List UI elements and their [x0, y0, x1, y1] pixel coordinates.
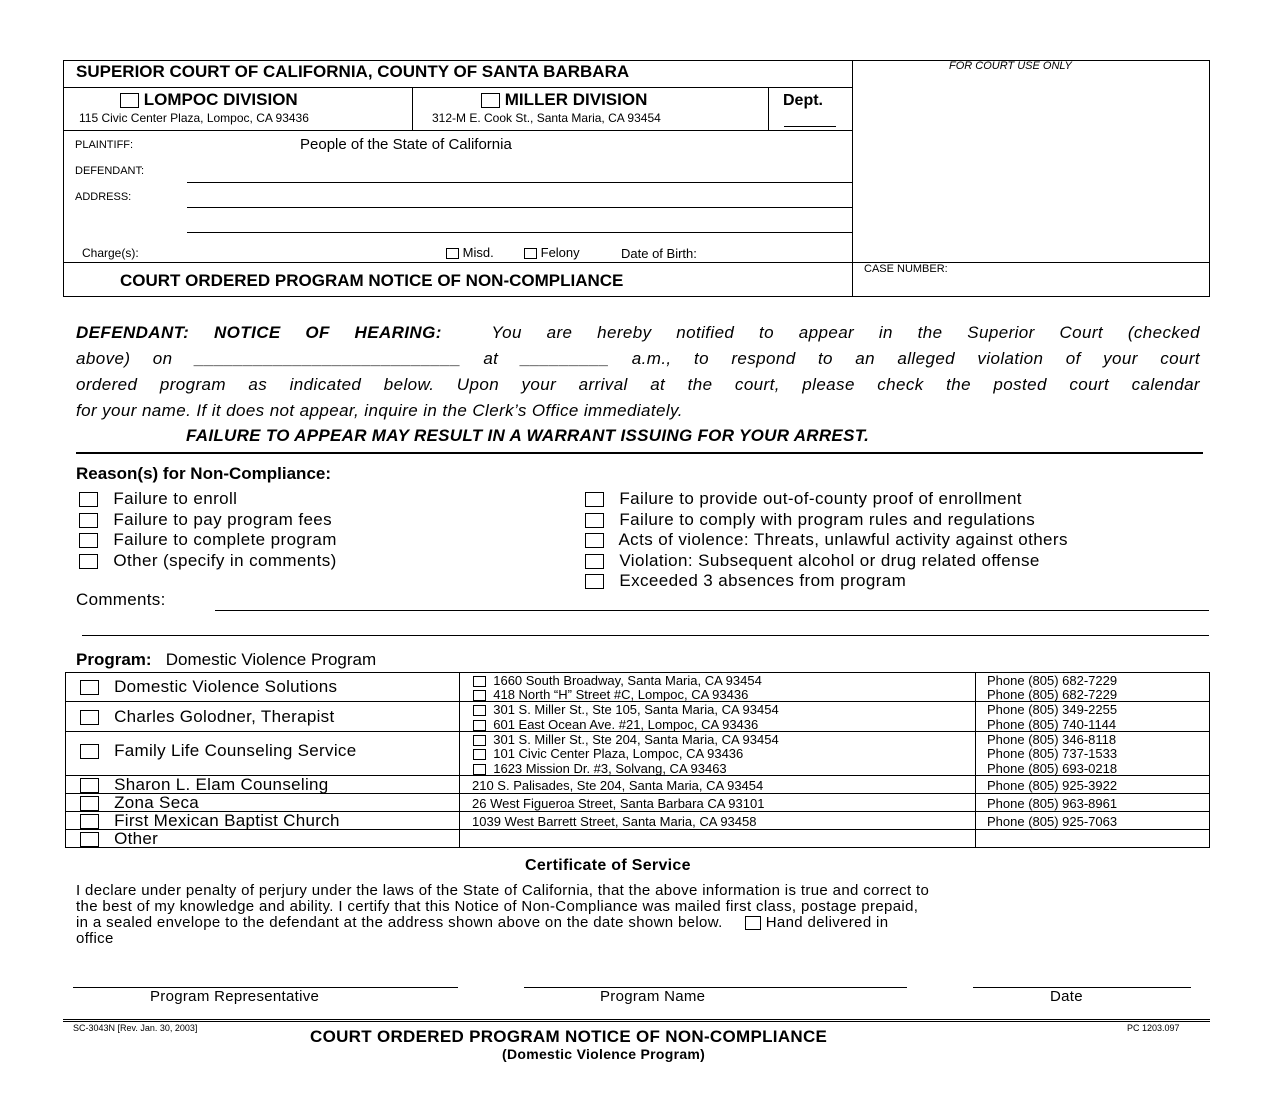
- provider-address[interactable]: [473, 717, 758, 732]
- defendant-field[interactable]: [187, 182, 852, 183]
- address-text: 1623 Mission Dr. #3, Solvang, CA 93463: [493, 761, 727, 776]
- certificate-line-4: office: [76, 930, 114, 947]
- provider-address[interactable]: [473, 761, 727, 776]
- felony-option[interactable]: [524, 245, 580, 260]
- provider-checkbox[interactable]: [80, 680, 99, 695]
- lompoc-address: 115 Civic Center Plaza, Lompoc, CA 93436: [79, 111, 309, 125]
- provider-phone: Phone (805) 693-0218: [987, 761, 1118, 776]
- address-text: 101 Civic Center Plaza, Lompoc, CA 93436: [493, 746, 744, 761]
- provider-name: Charles Golodner, Therapist: [114, 707, 335, 726]
- certificate-text: [76, 883, 1202, 947]
- title-divider: [63, 87, 853, 88]
- dept-label: Dept.: [783, 92, 823, 109]
- provider-domestic-violence-solutions[interactable]: [80, 677, 337, 697]
- provider-address: 1039 West Barrett Street, Santa Maria, CA 93458: [472, 814, 757, 829]
- provider-checkbox[interactable]: [80, 832, 99, 847]
- provider-phone: Phone (805) 682-7229: [987, 673, 1118, 688]
- address-checkbox[interactable]: [473, 676, 486, 687]
- court-use-label: FOR COURT USE ONLY: [949, 60, 1072, 72]
- program-value: Domestic Violence Program: [165, 650, 377, 669]
- provider-other[interactable]: [80, 829, 158, 849]
- dob-label: Date of Birth:: [621, 246, 697, 261]
- reason-label: Failure to comply with program rules and regulations: [619, 509, 1036, 529]
- notice-of-hearing: [76, 320, 1200, 424]
- program-representative-label: Program Representative: [150, 988, 320, 1005]
- miller-division[interactable]: [481, 90, 647, 110]
- provider-address[interactable]: [473, 746, 743, 761]
- program-name-label: Program Name: [600, 988, 706, 1005]
- address-checkbox[interactable]: [473, 705, 486, 716]
- footer-divider: [63, 1019, 1210, 1022]
- provider-name: Family Life Counseling Service: [114, 741, 357, 760]
- provider-address: 210 S. Palisades, Ste 204, Santa Maria, CA 93454: [472, 778, 764, 793]
- date-label: Date: [1050, 988, 1083, 1005]
- address-checkbox[interactable]: [473, 690, 486, 701]
- provider-sharon-elam[interactable]: [80, 775, 329, 795]
- reason-label: Other (specify in comments): [113, 550, 337, 570]
- address-checkbox[interactable]: [473, 749, 486, 760]
- reason-checkbox[interactable]: [79, 513, 98, 528]
- reason-label: Exceeded 3 absences from program: [619, 571, 907, 590]
- provider-checkbox[interactable]: [80, 710, 99, 725]
- reason-failure-to-enroll[interactable]: [79, 489, 337, 510]
- provider-charles-golodner[interactable]: [80, 707, 334, 727]
- lompoc-division-label: LOMPOC DIVISION: [143, 90, 298, 109]
- misd-label: Misd.: [462, 245, 494, 260]
- reason-label: Failure to complete program: [113, 530, 337, 549]
- address-text: 301 S. Miller St., Ste 105, Santa Maria, CA 93454: [493, 702, 779, 717]
- provider-address[interactable]: [473, 673, 762, 688]
- defendant-label: DEFENDANT:: [75, 165, 145, 177]
- provider-phone: Phone (805) 740-1144: [987, 717, 1117, 732]
- charges-label: Charge(s):: [82, 246, 139, 260]
- provider-checkbox[interactable]: [80, 744, 99, 759]
- reason-label: Failure to provide out-of-county proof of enrollment: [619, 489, 1022, 508]
- statute-code: PC 1203.097: [1127, 1023, 1180, 1033]
- comments-field-line-2[interactable]: [82, 635, 1209, 636]
- reason-checkbox[interactable]: [585, 492, 604, 507]
- table-col-divider-2: [975, 672, 976, 848]
- reason-checkbox[interactable]: [79, 533, 98, 548]
- provider-family-life-counseling[interactable]: [80, 741, 356, 761]
- footer-subtitle: (Domestic Violence Program): [502, 1046, 706, 1062]
- lompoc-division-checkbox[interactable]: [120, 93, 139, 108]
- program-row: [76, 650, 376, 670]
- reason-program-rules[interactable]: [585, 510, 1068, 531]
- hand-delivered-label: Hand delivered in: [765, 914, 889, 931]
- certificate-title: Certificate of Service: [525, 857, 691, 874]
- table-col-divider-1: [459, 672, 460, 848]
- provider-phone: Phone (805) 737-1533: [987, 746, 1118, 761]
- address-field-line-1[interactable]: [187, 207, 852, 208]
- form-title: COURT ORDERED PROGRAM NOTICE OF NON-COMPLIANCE: [120, 271, 624, 290]
- notice-line-1: You are hereby notified to appear in the Superior Court (checked: [491, 323, 1200, 342]
- provider-address: 26 West Figueroa Street, Santa Barbara CA 93101: [472, 796, 765, 811]
- reason-checkbox[interactable]: [585, 554, 604, 569]
- plaintiff-value: People of the State of California: [300, 136, 512, 153]
- certificate-line-3: in a sealed envelope to the defendant at the address shown above on the date shown below.: [76, 914, 723, 931]
- provider-first-mexican-baptist[interactable]: [80, 811, 340, 831]
- felony-checkbox[interactable]: [524, 248, 537, 259]
- notice-line-2: above) on ___________________________ at _________ a.m., to respond to an alleged violation of your court: [76, 349, 1200, 368]
- reason-checkbox[interactable]: [585, 533, 604, 548]
- address-text: 418 North “H” Street #C, Lompoc, CA 93436: [493, 687, 749, 702]
- provider-address[interactable]: [473, 687, 748, 702]
- division-divider: [63, 130, 853, 131]
- notice-line-4: for your name. If it does not appear, inquire in the Clerk’s Office immediately.: [76, 401, 683, 420]
- case-number-label: CASE NUMBER:: [864, 263, 948, 275]
- reason-label: Failure to pay program fees: [113, 509, 333, 529]
- provider-phone: Phone (805) 346-8118: [987, 732, 1117, 747]
- misd-checkbox[interactable]: [446, 248, 459, 259]
- address-label: ADDRESS:: [75, 191, 132, 203]
- notice-heading: DEFENDANT: NOTICE OF HEARING:: [76, 323, 442, 342]
- reason-checkbox[interactable]: [585, 574, 604, 589]
- form-id: SC-3043N [Rev. Jan. 30, 2003]: [73, 1023, 198, 1033]
- provider-name: Other: [114, 829, 159, 848]
- provider-name: First Mexican Baptist Church: [114, 811, 340, 830]
- reason-checkbox[interactable]: [79, 554, 98, 569]
- provider-checkbox[interactable]: [80, 778, 99, 793]
- court-title: SUPERIOR COURT OF CALIFORNIA, COUNTY OF SANTA BARBARA: [76, 62, 630, 81]
- hand-delivered-checkbox[interactable]: [745, 916, 761, 930]
- address-checkbox[interactable]: [473, 764, 486, 775]
- misd-option[interactable]: [446, 245, 494, 260]
- address-field-line-2[interactable]: [187, 232, 852, 233]
- address-checkbox[interactable]: [473, 735, 486, 746]
- provider-name: Sharon L. Elam Counseling: [114, 775, 329, 794]
- reason-label: Failure to enroll: [113, 489, 238, 508]
- dept-field[interactable]: [784, 126, 836, 127]
- provider-address[interactable]: [473, 702, 779, 717]
- reason-subsequent-offense[interactable]: [585, 551, 1068, 572]
- felony-label: Felony: [540, 245, 580, 260]
- arrest-warning: FAILURE TO APPEAR MAY RESULT IN A WARRANT ISSUING FOR YOUR ARREST.: [186, 426, 870, 445]
- footer-title: COURT ORDERED PROGRAM NOTICE OF NON-COMPLIANCE: [310, 1027, 828, 1046]
- provider-name: Domestic Violence Solutions: [114, 677, 338, 696]
- reason-checkbox[interactable]: [79, 492, 98, 507]
- reason-exceeded-absences[interactable]: [585, 571, 1068, 592]
- address-checkbox[interactable]: [473, 720, 486, 731]
- certificate-line-2: the best of my knowledge and ability. I certify that this Notice of Non-Compliance was mailed first class, postage prepaid,: [76, 898, 919, 915]
- comments-label: Comments:: [76, 590, 166, 609]
- reason-other[interactable]: [79, 551, 337, 572]
- reasons-heading: Reason(s) for Non-Compliance:: [76, 464, 332, 483]
- reason-failure-to-pay[interactable]: [79, 510, 337, 531]
- provider-checkbox[interactable]: [80, 796, 99, 811]
- provider-name: Zona Seca: [114, 793, 199, 812]
- provider-checkbox[interactable]: [80, 814, 99, 829]
- provider-zona-seca[interactable]: [80, 793, 199, 813]
- reasons-left-list: [79, 489, 337, 571]
- address-text: 301 S. Miller St., Ste 204, Santa Maria, CA 93454: [493, 732, 779, 747]
- reason-out-of-county-proof[interactable]: [585, 489, 1068, 510]
- address-text: 601 East Ocean Ave. #21, Lompoc, CA 93436: [493, 717, 759, 732]
- reasons-right-list: [585, 489, 1068, 592]
- miller-division-label: MILLER DIVISION: [504, 90, 648, 109]
- provider-phone: Phone (805) 963-8961: [987, 796, 1118, 811]
- comments-field-line-1[interactable]: [215, 610, 1209, 611]
- provider-phone: Phone (805) 925-7063: [987, 814, 1118, 829]
- section-divider: [76, 452, 1203, 454]
- provider-phone: Phone (805) 925-3922: [987, 778, 1118, 793]
- hand-delivered-option[interactable]: [745, 914, 888, 931]
- miller-division-checkbox[interactable]: [481, 93, 500, 108]
- form-title-divider: [63, 262, 1210, 263]
- division-separator: [412, 87, 413, 130]
- reason-acts-of-violence[interactable]: [585, 530, 1068, 551]
- program-label: Program:: [76, 650, 152, 669]
- program-name-signature[interactable]: [524, 987, 907, 988]
- plaintiff-label: PLAINTIFF:: [75, 139, 134, 151]
- provider-phone: Phone (805) 349-2255: [987, 702, 1118, 717]
- lompoc-division[interactable]: [120, 90, 298, 110]
- certificate-line-1: I declare under penalty of perjury under the laws of the State of California, that the above information is true and correct to: [76, 882, 930, 899]
- reason-label: Violation: Subsequent alcohol or drug related offense: [619, 550, 1040, 570]
- reason-checkbox[interactable]: [585, 513, 604, 528]
- provider-address[interactable]: [473, 732, 779, 747]
- reason-label: Acts of violence: Threats, unlawful activity against others: [618, 530, 1068, 549]
- certificate-line-3-row: [76, 915, 1202, 931]
- miller-address: 312-M E. Cook St., Santa Maria, CA 93454: [432, 111, 661, 125]
- reason-failure-to-complete[interactable]: [79, 530, 337, 551]
- address-text: 1660 South Broadway, Santa Maria, CA 93454: [493, 673, 762, 688]
- notice-line-3: ordered program as indicated below. Upon your arrival at the court, please check the posted court calendar: [76, 375, 1200, 394]
- dept-separator: [768, 87, 769, 130]
- provider-phone: Phone (805) 682-7229: [987, 687, 1118, 702]
